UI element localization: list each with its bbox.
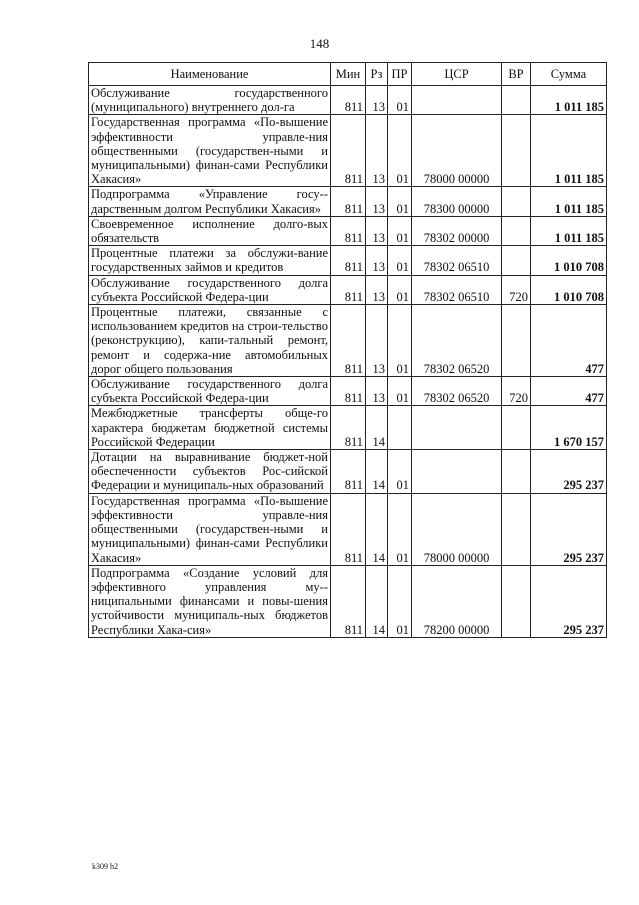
row-vr (502, 216, 531, 245)
row-csr: 78302 06520 (412, 377, 502, 406)
header-sum: Сумма (531, 63, 607, 86)
row-sum: 477 (531, 305, 607, 377)
row-rz: 13 (366, 115, 388, 187)
row-sum: 1 011 185 (531, 187, 607, 216)
row-rz: 13 (366, 305, 388, 377)
header-rz: Рз (366, 63, 388, 86)
row-pr: 01 (388, 493, 412, 565)
table-row (89, 246, 607, 275)
row-pr: 01 (388, 275, 412, 304)
row-rz: 13 (366, 187, 388, 216)
row-pr: 01 (388, 86, 412, 115)
row-min: 811 (331, 305, 366, 377)
row-pr: 01 (388, 377, 412, 406)
row-pr: 01 (388, 565, 412, 637)
table-header-row (89, 63, 607, 86)
row-rz: 14 (366, 406, 388, 450)
table-row (89, 305, 607, 377)
table-row (89, 406, 607, 450)
row-rz: 13 (366, 275, 388, 304)
row-vr: 720 (502, 275, 531, 304)
row-sum: 1 011 185 (531, 86, 607, 115)
row-min: 811 (331, 115, 366, 187)
row-pr: 01 (388, 305, 412, 377)
header-csr: ЦСР (412, 63, 502, 86)
row-pr: 01 (388, 115, 412, 187)
row-csr (412, 86, 502, 115)
row-name: Своевременное исполнение долго-вых обязательств (89, 216, 331, 245)
row-name: Государственная программа «По-вышение эффективности управле-ния общественными (государствен-ными и муниципальными) финан-сами Республики Хакасия» (89, 493, 331, 565)
row-pr: 01 (388, 216, 412, 245)
table-row (89, 216, 607, 245)
budget-table (88, 62, 607, 638)
row-pr: 01 (388, 246, 412, 275)
row-csr: 78300 00000 (412, 187, 502, 216)
row-rz: 14 (366, 493, 388, 565)
row-sum: 295 237 (531, 450, 607, 494)
table-row (89, 493, 607, 565)
table-row (89, 565, 607, 637)
row-min: 811 (331, 450, 366, 494)
table-row (89, 115, 607, 187)
row-vr (502, 115, 531, 187)
row-pr (388, 406, 412, 450)
row-csr: 78302 06510 (412, 246, 502, 275)
row-vr (502, 565, 531, 637)
row-vr (502, 493, 531, 565)
row-sum: 1 670 157 (531, 406, 607, 450)
row-name: Обслуживание государственного долга субъекта Российской Федера-ции (89, 275, 331, 304)
page-number: 148 (309, 36, 330, 51)
row-min: 811 (331, 406, 366, 450)
row-rz: 13 (366, 377, 388, 406)
table-row (89, 450, 607, 494)
row-rz: 14 (366, 450, 388, 494)
row-name: Дотации на выравнивание бюджет-ной обеспеченности субъектов Рос-сийской Федерации и муниципаль-ных образований (89, 450, 331, 494)
table-row (89, 187, 607, 216)
row-csr: 78000 00000 (412, 115, 502, 187)
row-name: Подпрограмма «Создание условий для эффективного управления му-ниципальными финансами и повы-шения устойчивости муниципаль-ных бюджетов Республики Хака-сия» (89, 565, 331, 637)
row-sum: 477 (531, 377, 607, 406)
header-pr: ПР (388, 63, 412, 86)
row-csr: 78302 00000 (412, 216, 502, 245)
row-min: 811 (331, 187, 366, 216)
row-rz: 13 (366, 86, 388, 115)
row-min: 811 (331, 377, 366, 406)
row-sum: 295 237 (531, 565, 607, 637)
row-min: 811 (331, 493, 366, 565)
table-row (89, 86, 607, 115)
row-vr (502, 450, 531, 494)
row-csr: 78302 06510 (412, 275, 502, 304)
header-name: Наименование (89, 63, 331, 86)
table-row (89, 377, 607, 406)
row-rz: 13 (366, 216, 388, 245)
row-name: Обслуживание государственного долга субъекта Российской Федера-ции (89, 377, 331, 406)
row-csr (412, 450, 502, 494)
row-sum: 1 011 185 (531, 115, 607, 187)
row-vr: 720 (502, 377, 531, 406)
row-vr (502, 305, 531, 377)
row-rz: 13 (366, 246, 388, 275)
row-vr (502, 246, 531, 275)
row-min: 811 (331, 86, 366, 115)
header-vr: ВР (502, 63, 531, 86)
row-name: Подпрограмма «Управление госу-дарственным долгом Республики Хакасия» (89, 187, 331, 216)
row-rz: 14 (366, 565, 388, 637)
row-min: 811 (331, 246, 366, 275)
header-min: Мин (331, 63, 366, 86)
row-min: 811 (331, 565, 366, 637)
row-sum: 1 010 708 (531, 246, 607, 275)
row-name: Обслуживание государственного (муниципального) внутреннего дол-га (89, 86, 331, 115)
row-vr (502, 406, 531, 450)
footer-code: k309 h2 (92, 862, 118, 871)
row-sum: 1 011 185 (531, 216, 607, 245)
row-name: Межбюджетные трансферты обще-го характера бюджетам бюджетной системы Российской Федерации (89, 406, 331, 450)
row-vr (502, 86, 531, 115)
row-sum: 1 010 708 (531, 275, 607, 304)
row-name: Государственная программа «По-вышение эффективности управле-ния общественными (государствен-ными и муниципальными) финан-сами Республики Хакасия» (89, 115, 331, 187)
row-name: Процентные платежи, связанные с использованием кредитов на строи-тельство (реконструкцию), капи-тальный ремонт, ремонт и содержа-ние автомобильных дорог общего пользования (89, 305, 331, 377)
row-csr (412, 406, 502, 450)
row-sum: 295 237 (531, 493, 607, 565)
row-csr: 78200 00000 (412, 565, 502, 637)
row-name: Процентные платежи за обслужи-вание государственных займов и кредитов (89, 246, 331, 275)
row-min: 811 (331, 216, 366, 245)
row-pr: 01 (388, 450, 412, 494)
row-vr (502, 187, 531, 216)
row-pr: 01 (388, 187, 412, 216)
row-csr: 78302 06520 (412, 305, 502, 377)
row-csr: 78000 00000 (412, 493, 502, 565)
row-min: 811 (331, 275, 366, 304)
table-row (89, 275, 607, 304)
